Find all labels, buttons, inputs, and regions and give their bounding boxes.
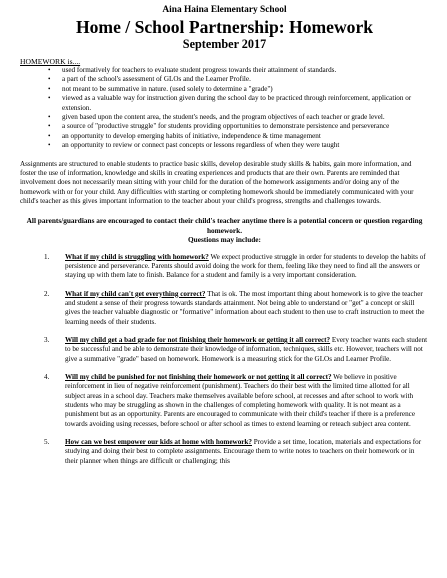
faq-number: 2. [44, 289, 50, 298]
school-name: Aina Haina Elementary School [162, 5, 287, 15]
faq-item [20, 336, 429, 364]
faq-number: 4. [44, 373, 50, 382]
faq-item [20, 253, 429, 281]
questions-label: Questions may include: [188, 235, 261, 245]
faq-answer: We believe in positive reinforcement in lieu of negative reinforcement (punishment). Teachers do their best with the limited time allotted for all subject areas in a school day. Teachers make themselves available before school, at recesses and after school to work with students who may be struggling as shown in the challenges of completing homework with quality. It is not meant as a punishment but as an opportunity. Parents are encouraged to communicate with their child's teacher if there is a preference towards avoiding using recesses, before school or after school as times to extend learning or reteach subject area content. [65, 373, 415, 428]
document-title: Home / School Partnership: Homework [75, 17, 374, 37]
faq-question: What if my child is struggling with homework? [65, 252, 209, 261]
document-date: September 2017 [182, 37, 267, 51]
bullet-item: • not meant to be summative in nature. (used solely to determine a "grade") [62, 85, 429, 94]
contact-heading-text: All parents/guardians are encouraged to contact their child's teacher anytime there is a potential concern or question regarding homework. [26, 216, 423, 235]
faq-question: Will my child get a bad grade for not finishing their homework or getting it all correct? [65, 336, 331, 344]
faq-answer: We expect productive struggle in order for students to develop the habits of persistence and perseverance. Parents should avoid doing the work for them, feeling like they need to find all the answers or staying up with them late to finish. Balance for a student and family is a very important consideration. [65, 252, 426, 280]
faq-item [20, 290, 429, 327]
bullet-item: • viewed as a valuable way for instruction given during the school day to be practiced through reinforcement, application or extension. [62, 94, 429, 113]
faq-question: How can we best empower our kids at home with homework? [65, 438, 252, 447]
contact-heading [20, 216, 429, 244]
faq-number: 3. [44, 336, 50, 344]
bullet-item: • a source of "productive struggle" for students providing opportunities to demonstrate persistence and perseverance [62, 122, 429, 131]
homework-is-label: HOMEWORK is.... [20, 57, 81, 66]
faq-item [20, 438, 429, 466]
faq-list [20, 253, 429, 467]
faq-number: 5. [44, 438, 50, 447]
bullet-item: • given based upon the content area, the student's needs, and the program objectives of each teacher or grade level. [62, 113, 429, 122]
faq-question: What if my child can't get everything correct? [65, 289, 206, 298]
bullet-item: • an opportunity to develop emerging habits of initiative, independence & time management [62, 132, 429, 141]
bullet-item: • used formatively for teachers to evaluate student progress towards their attainment of standards. [62, 66, 429, 75]
bullet-item: • a part of the school's assessment of GLOs and the Learner Profile. [62, 75, 429, 84]
faq-answer: Every teacher wants each student to be successful and be able to demonstrate their knowledge of information, techniques, skills etc. However, teachers will not give a summative "grade" based on homework. Homework is a measuring stick for the GLOs and Learner Profile. [65, 336, 428, 363]
faq-question: Will my child be punished for not finishing their homework or not getting it all correct? [65, 373, 332, 382]
faq-item [20, 373, 429, 429]
intro-paragraph: Assignments are structured to enable students to practice basic skills, develop desirable study skills & habits, gain more information, and foster the use of information, knowledge and skills in creating experiences and products that are their own. Parents are reminded that involvement does not necessarily mean sitting with your child for the duration of the homework assignments and/or doing any of the homework with or for your child. Any difficulties with starting or completing homework should be immediately communicated with your child's teacher as this gives important information to the teacher about your child's progress, strengths and challenges towards. [20, 159, 414, 206]
faq-answer: Provide a set time, location, materials and expectations for studying and doing their best to complete assignments. Encourage them to write notes to teachers on their homework or in their planner when things are difficult or challenging; this [65, 438, 422, 465]
faq-number: 1. [44, 252, 50, 261]
homework-bullet-list [20, 66, 429, 151]
faq-answer: That is ok. The most important thing about homework is to give the teacher and student a sense of their progress towards standards attainment. Not being able to understand or "get" a concept or skill gives the teacher valuable diagnostic or "formative" information about each student to then use to craft instruction to meet the learning needs of their students. [65, 289, 425, 326]
bullet-item: • an opportunity to review or connect past concepts or lessons regardless of when they were taught [62, 141, 429, 150]
